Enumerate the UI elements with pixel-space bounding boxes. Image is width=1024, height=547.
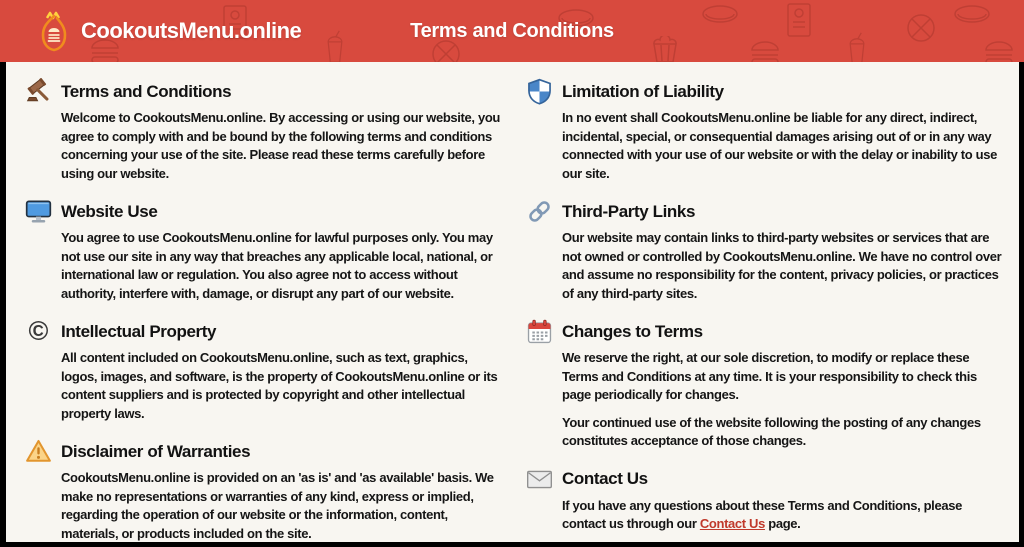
monitor-icon [25, 198, 52, 225]
section-heading: Changes to Terms [562, 321, 703, 341]
section-paragraph: CookoutsMenu.online is provided on an 'as is' and 'as available' basis. We make no representations or warranties of any kind, express or implied, regarding the operation of our website or the information, content, materials, or products included on the site. [61, 470, 494, 541]
brand[interactable] [36, 0, 301, 62]
left-column [25, 78, 504, 543]
right-column [526, 78, 1005, 543]
section-third-party-links [526, 198, 1005, 303]
section-paragraph: All content included on CookoutsMenu.online, such as text, graphics, logos, images, and software, is the property of CookoutsMenu.online or its content suppliers and is protected by copyright and other intellectual property laws. [61, 350, 498, 421]
section-contact [526, 466, 1005, 534]
section-changes [526, 318, 1005, 451]
section-intellectual-property [25, 318, 504, 423]
section-website-use [25, 198, 504, 303]
calendar-icon [526, 318, 553, 345]
section-liability [526, 78, 1005, 183]
section-heading: Third-Party Links [562, 201, 696, 221]
contact-text-after: page. [764, 516, 801, 531]
section-heading: Website Use [61, 201, 158, 221]
section-heading: Intellectual Property [61, 321, 217, 341]
contact-text-before: If you have any questions about these Terms and Conditions, please contact us through our [562, 497, 962, 531]
gavel-icon [25, 78, 52, 105]
section-heading: Disclaimer of Warranties [61, 441, 251, 461]
section-paragraph: Your continued use of the website following the posting of any changes constitutes acceptance of those changes. [562, 414, 981, 448]
warning-icon [25, 438, 52, 465]
section-terms [25, 78, 504, 183]
mail-icon [526, 466, 553, 493]
header [0, 0, 1024, 62]
copyright-icon: © [28, 316, 49, 346]
section-paragraph [562, 497, 1005, 534]
section-heading: Terms and Conditions [61, 81, 232, 101]
section-paragraph: Our website may contain links to third-party websites or services that are not owned or controlled by CookoutsMenu.online. We have no control over and assume no responsibility for the content, privacy policies, or practices of any third-party sites. [562, 230, 1002, 301]
section-heading: Contact Us [562, 469, 648, 488]
brand-name: CookoutsMenu.online [81, 18, 302, 43]
shield-icon [526, 78, 553, 105]
section-paragraph: Welcome to CookoutsMenu.online. By accessing or using our website, you agree to comply with and be bound by the following terms and conditions concerning your use of the site. Please read these terms carefully before using our website. [61, 110, 501, 181]
section-paragraph: In no event shall CookoutsMenu.online be liable for any direct, indirect, incidental, special, or consequential damages arising out of or in any way connected with your use of our website or with the delay or inability to use our site. [562, 110, 997, 181]
content-area [6, 62, 1019, 542]
section-paragraph: We reserve the right, at our sole discretion, to modify or replace these Terms and Conditions at any time. It is your responsibility to check this page periodically for changes. [562, 350, 977, 402]
contact-us-link[interactable]: Contact Us [699, 516, 765, 531]
flame-burger-logo-icon [36, 10, 72, 52]
link-icon [526, 198, 553, 225]
section-paragraph: You agree to use CookoutsMenu.online for lawful purposes only. You may not use our site in any way that breaches any applicable local, national, or international law or regulation. You also agree not to access without authority, interfere with, damage, or disrupt any part of our website. [61, 230, 493, 301]
section-disclaimer [25, 438, 504, 543]
section-heading: Limitation of Liability [562, 81, 724, 101]
page-title: Terms and Conditions [410, 19, 614, 42]
